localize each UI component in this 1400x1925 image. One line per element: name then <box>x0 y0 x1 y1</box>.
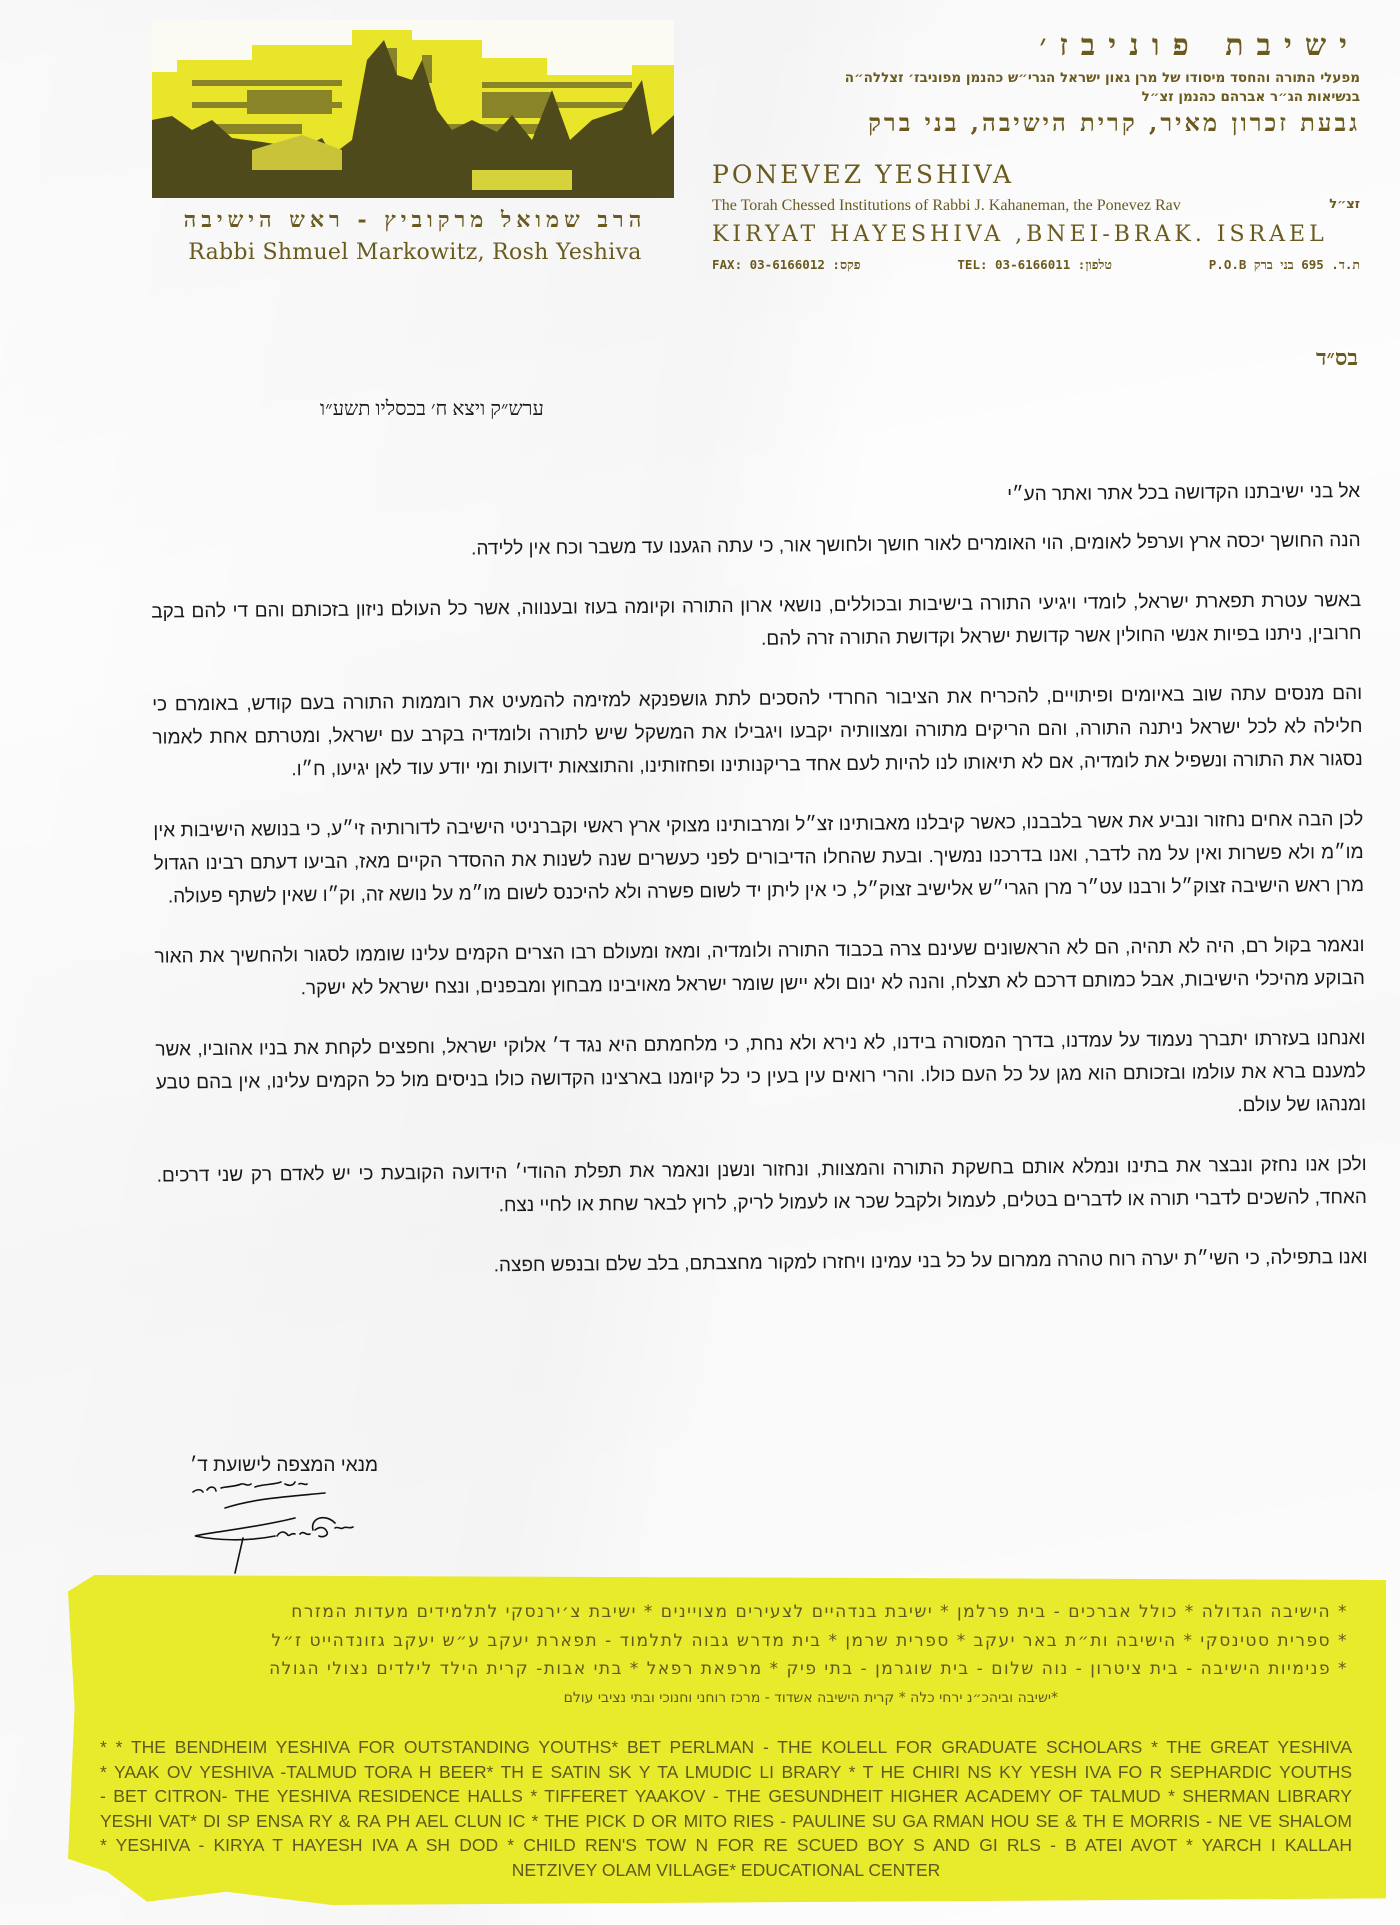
footer-hebrew-line: * ספרית סטינסקי * הישיבה ות״ת באר יעקב * ספרית שרמן * בית מדרש גבוה לתלמוד - תפארת יעקב ע״ש יעקב גזונדהייט ז״ל <box>271 1630 1348 1651</box>
letter-date: ערש״ק ויצא ח׳ בכסליו תשע״ו <box>320 398 544 420</box>
institutions-zl: זצ״ל <box>1329 197 1360 212</box>
subtitle-hebrew-1: מפעלי התורה והחסד מיסודו של מרן גאון ישראל הגרי״ש כהנמן מפוניבז׳ זצללה״ה <box>844 70 1360 86</box>
footer-english-line: YESHI VAT* DI SP ENSA RY & RA PH AEL CLUN IC * THE PICK D OR MITO RIES - PAULINE SU GA RMAN HOU SE & TH E MORRIS - NE VE SHALOM <box>100 1810 1352 1831</box>
yeshiva-building-photo <box>152 20 674 198</box>
rosh-yeshiva-hebrew: הרב שמואל מרקוביץ - ראש הישיבה <box>183 207 647 233</box>
campus-hebrew: גבעת זכרון מאיר, קרית הישיבה, בני ברק <box>868 108 1360 137</box>
letter-body <box>150 475 1368 1313</box>
contact-line <box>712 257 1360 273</box>
building-photo-icon <box>152 20 674 198</box>
besd-header: בס״ד <box>1315 345 1358 370</box>
institutions-english <box>712 197 1360 215</box>
fax-number: FAX: 03-6166012 :פקס <box>712 257 861 272</box>
footer-english-line: - BET CITRON- THE YESHIVA RESIDENCE HALLS * TIFFERET YAAKOV - THE GESUNDHEIT HIGHER ACADEMY OF TALMUD * SHERMAN LIBRARY <box>100 1786 1352 1806</box>
subtitle-hebrew-2: בנשיאות הג״ר אברהם כהנמן זצ״ל <box>1141 89 1360 105</box>
po-box: P.O.B ת.ד. 695 בני ברק <box>1208 257 1360 272</box>
letter-paragraph: ואנו בתפילה, כי השי״ת יערה רוח טהרה ממרום על כל בני עמינו ויחזרו למקור מחצבתם, בלב שלם ובנפש חפצה. <box>493 1246 1368 1277</box>
tel-number: TEL: 03-6166011 :טלפון <box>957 257 1112 272</box>
footer-institutions-english <box>100 1735 1352 1882</box>
footer-english-line: NETZIVEY OLAM VILLAGE* EDUCATIONAL CENTER <box>511 1859 941 1880</box>
letter-addressee: אל בני ישיבתנו הקדושה בכל אתר ואתר הע״י <box>1007 480 1361 506</box>
letter-paragraph: באשר עטרת תפארת ישראל, לומדי ויגיעי התורה בישיבות ובכוללים, נושאי ארון התורה וקיומה בעוז ובענווה, אשר כל העולם ניזון בזכותם והם די להם בקב חרובין, ניתנו בפיות אנשי החולין אשר קדושת ישראל וקדושת התורה זרה להם. <box>151 589 1362 650</box>
address-english: KIRYAT HAYESHIVA ,BNEI-BRAK. ISRAEL <box>712 222 1328 247</box>
letter-paragraph: ואנחנו בעזרתו יתברך נעמוד על עמדנו, בדרך המסורה בידנו, לא נירא ולא נחת, כי מלחמתם היא נגד ד׳ אלוקי ישראל, וחפצים לקחת את בניו אהוביו, אשר למענם ברא את עולמו ובזכותם הוא מגן על כל העם כולו. והרי רואים עין בעין כי כל קיומנו בארצינו הקדושה כולו בניסים מול כל הקמים עלינו, אין בהם טבע ומנהגו של עולם. <box>155 1027 1367 1117</box>
letter-paragraph: הנה החושך יכסה ארץ וערפל לאומים, הוי האומרים לאור חושך ולחושך אור, כי עתה הגענו עד משבר וכח אין ללידה. <box>471 529 1361 560</box>
letter-paragraph: והם מנסים עתה שוב באיומים ופיתויים, להכריח את הציבור החרדי להסכים לתת גושפנקא למזימה להמעיט את רוממות התורה בעם קודש, באומרם כי חלילה לא לכל ישראל ניתנה התורה, והם הריקים מתורה ומצוותיה יקבעו ויגבילו את המשקל שיש לתורה ולומדיה בקרב עם ישראל, ומטרתם אחת לאמור נסגור את התורה ונשפיל את לומדיה, אם לא תיאותו לנו להיות לעם אחד בריקנותינו ופחזותינו, והתוצאות ידועות ומי יודע עוד לאן יגיעו, ח״ו. <box>152 682 1363 781</box>
footer-english-line: * * THE BENDHEIM YESHIVA FOR OUTSTANDING YOUTHS* BET PERLMAN - THE KOLELL FOR GRADUATE SCHOLARS * THE GREAT YESHIVA <box>100 1737 1352 1757</box>
letter-paragraph: לכן הבה אחים נחזור ונביע את אשר בלבבנו, כאשר קיבלנו מאבותינו זצ״ל ומרבותינו מצוקי ארץ ראשי וקברניטי הישיבה לדורותיה זי״ע, כי בנושא הישיבות אין מו״מ ולא פשרות ואין על מה לדבר, ואנו בדרכנו נמשיך. ובעת שהחלו הדיבורים לפני כעשרים שנה לשנות את ההסדר הקיים מאז, הביעו דעתם רבינו הגדול מרן ראש הישיבה זצוק״ל ורבנו עט״ר מרן הגרי״ש אלישיב זצוק״ל, כי אין ליתן יד לשום פשרה ולא להיכנס לשום מו״מ על נושא זה, וק״ו שאין לשתף פעולה. <box>153 808 1365 908</box>
handwritten-signature-icon <box>185 1478 375 1583</box>
letter-paragraph: ונאמר בקול רם, היה לא תהיה, הם לא הראשונים שעינם צרה בכבוד התורה ולומדיה, ומאז ומעולם רבו הצרים הקמים עלינו שוממו לסגור ולהחשיך את האור הבוקע מהיכלי הישיבות, אבל כמותם דרכם לא תצלח, והנה לא ינום ולא יישן שומר ישראל מאויבינו מבחוץ ומבפנים, ונצח ישראל לא ישקר. <box>154 934 1365 1000</box>
yeshiva-name-english: PONEVEZ YESHIVA <box>712 160 1015 189</box>
footer-hebrew-line: *ישיבה וביהכ״נ ירחי כלה * קרית הישיבה אשדוד - מרכז רוחני וחנוכי ובתי נציבי עולם <box>563 1689 1058 1706</box>
footer-english-line: * YESHIVA - KIRYA T HAYESH IVA A SH DOD * CHILD REN'S TOW N FOR RE SCUED BOY S AND GI RLS - B ATEI AVOT * YARCH I KALLAH <box>100 1835 1352 1855</box>
signature <box>185 1478 375 1583</box>
letter-closing: מנאי המצפה לישועת ד׳ <box>190 1455 379 1476</box>
institutions-text: The Torah Chessed Institutions of Rabbi J. Kahaneman, the Ponevez Rav <box>712 197 1181 214</box>
footer-hebrew-line: * פנימיות הישיבה - בית ציטרון - נוה שלום - בית שוגרמן - בתי פיק * מרפאת רפאל * בתי אבות- קרית הילד לילדים נצולי הגולה <box>269 1659 1348 1679</box>
footer-english-line: * YAAK OV YESHIVA -TALMUD TORA H BEER* TH E SATIN SK Y TA LMUDIC LI BRARY * T HE CHIRI NS KY YESH IVA FO R SEPHARDIC YOUTHS <box>100 1761 1352 1782</box>
letter-paragraph: ולכן אנו נחזק ונבצר את בתינו ונמלא אותם בחשקת התורה והמצוות, ונחזור ונשנן ונאמר את תפלת ההודי׳ הידועה הקובעת כי יש לאדם רק שני דרכים. האחד, להשכים לדברי תורה או לדברים בטלים, לעמול ולקבל שכר או לעמול לריק, לרוץ לבאר שחת או לחיי נצח. <box>156 1153 1368 1217</box>
yeshiva-name-hebrew: ישיבת פוניבז׳ <box>1039 28 1360 63</box>
rosh-yeshiva-english: Rabbi Shmuel Markowitz, Rosh Yeshiva <box>188 240 642 265</box>
footer-institutions-hebrew <box>118 1598 1348 1712</box>
footer-hebrew-line: * הישיבה הגדולה * כולל אברכים - בית פרלמן * ישיבת בנדהיים לצעירים מצויינים * ישיבת צ׳ירנסקי לתלמידים מעדות המזרח <box>291 1602 1348 1622</box>
